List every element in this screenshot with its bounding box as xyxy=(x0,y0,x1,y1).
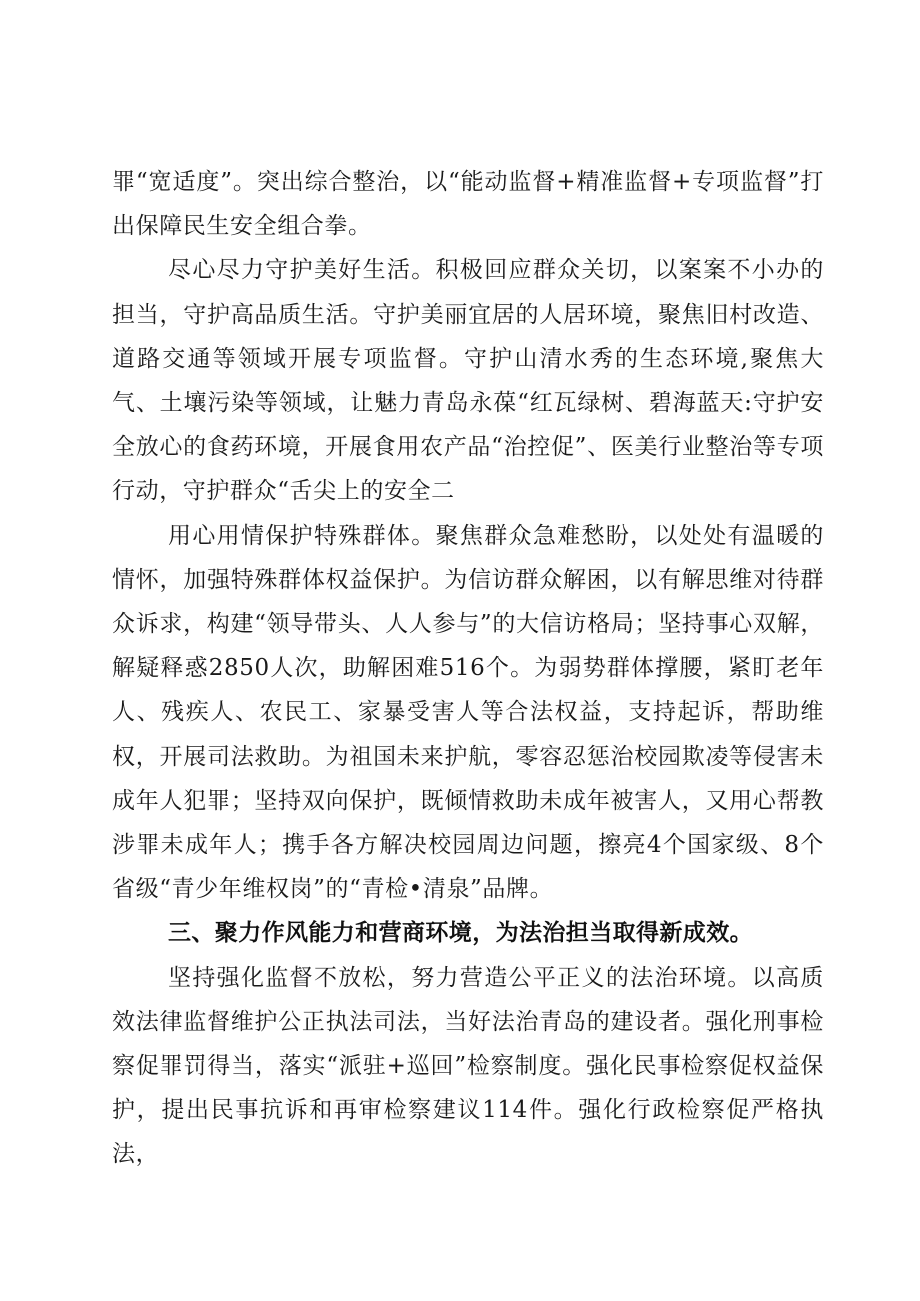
document-body xyxy=(112,160,824,1177)
section-heading: 三、聚力作风能力和营商环境，为法治担当取得新成效。 xyxy=(168,920,753,947)
paragraph-protect-good-life: 尽心尽力守护美好生活。积极回应群众关切，以案案不小办的担当，守护高品质生活。守护美丽宜居的人居环境，聚焦旧村改造、道路交通等领域开展专项监督。守护山清水秀的生态环境,聚焦大气、土壤污染等领域，让魅力青岛永葆“红瓦绿树、碧海蓝天:守护安全放心的食药环境，开展食用农产品“治控促”、医美行业整治等专项行动，守护群众“舌尖上的安全二 xyxy=(112,257,824,505)
paragraph-continuation: 罪“宽适度”。突出综合整治，以“能动监督+精准监督+专项监督”打出保障民生安全组合拳。 xyxy=(112,169,824,240)
paragraph-strengthen-supervision: 坚持强化监督不放松，努力营造公平正义的法治环境。以高质效法律监督维护公正执法司法，当好法治青岛的建设者。强化刑事检察促罪罚得当，落实“派驻+巡回”检察制度。强化民事检察促权益保护，提出民事抗诉和再审检察建议114件。强化行政检察促严格执法， xyxy=(112,964,824,1168)
paragraph-protect-special-groups: 用心用情保护特殊群体。聚焦群众急难愁盼，以处处有温暖的情怀，加强特殊群体权益保护。为信访群众解困，以有解思维对待群众诉求，构建“领导带头、人人参与”的大信访格局；坚持事心双解，解疑释惑2850人次，助解困难516个。为弱势群体撑腰，紧盯老年人、残疾人、农民工、家暴受害人等合法权益，支持起诉，帮助维权，开展司法救助。为祖国未来护航，零容忍惩治校园欺凌等侵害未成年人犯罪；坚持双向保护，既倾情救助未成年被害人，又用心帮教涉罪未成年人；携手各方解决校园周边问题，擦亮4个国家级、8个省级“青少年维权岗”的“青检•清泉”品牌。 xyxy=(112,522,824,903)
